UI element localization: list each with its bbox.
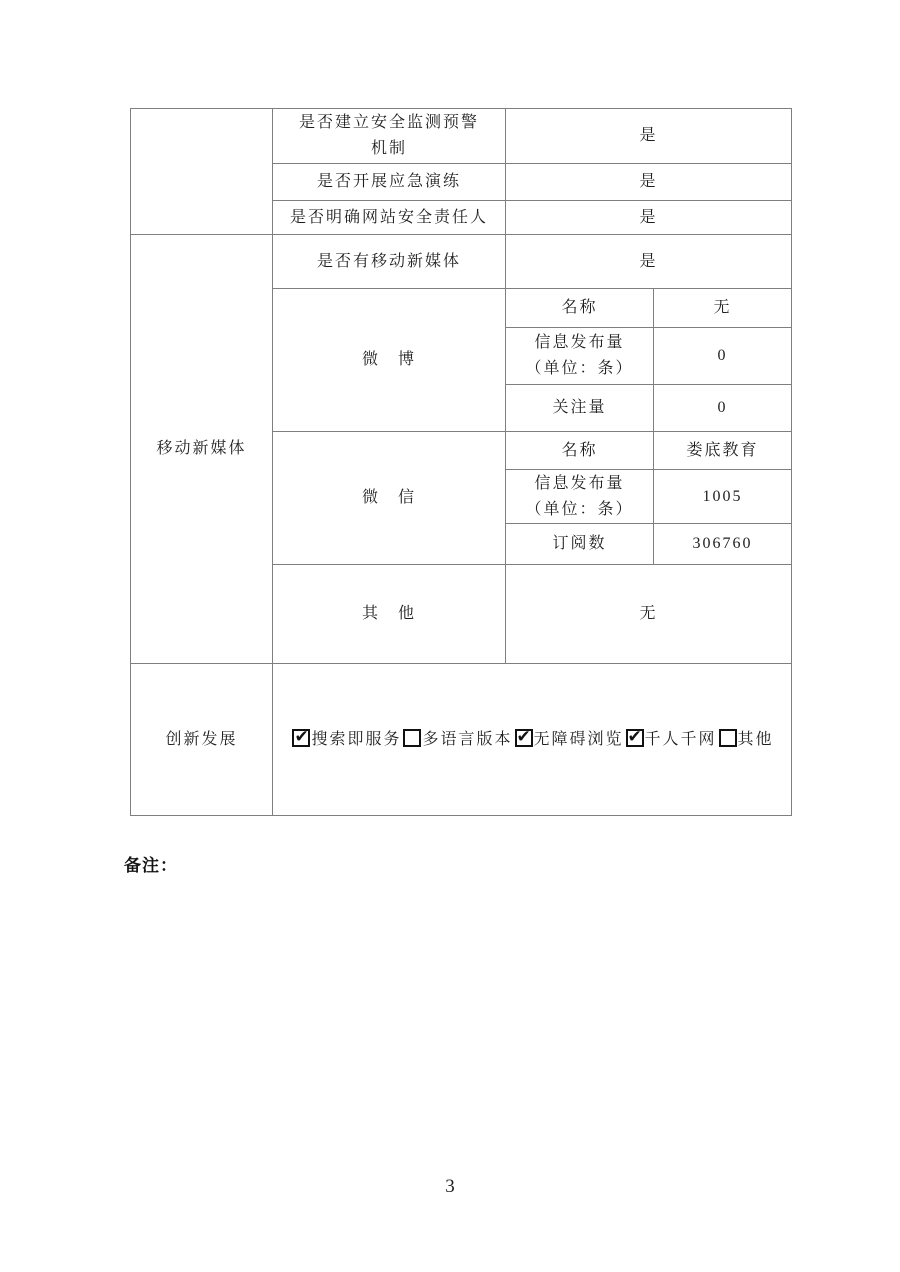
answer-cell-emergency-drill: 是 xyxy=(506,164,792,201)
label-line: （单位：条） xyxy=(525,360,634,377)
answer-cell-has-mobile-media: 是 xyxy=(506,235,792,289)
question-cell-security-monitoring xyxy=(273,109,506,164)
checkbox-label: 千人千网 xyxy=(644,730,717,748)
checkbox-unchecked-icon[interactable] xyxy=(403,729,421,747)
label-cell-weibo-followers: 关注量 xyxy=(506,385,654,432)
section-label-innovation: 创新发展 xyxy=(131,664,273,816)
question-cell-security-responsible-person: 是否明确网站安全责任人 xyxy=(273,201,506,235)
platform-cell-weibo: 微 博 xyxy=(273,289,506,432)
section-label-mobile-media: 移动新媒体 xyxy=(131,235,273,664)
innovation-options xyxy=(273,664,792,816)
answer-cell-security-responsible-person: 是 xyxy=(506,201,792,235)
question-line: 机制 xyxy=(370,140,407,157)
page-number: 3 xyxy=(445,1176,455,1197)
value-cell-weibo-followers: 0 xyxy=(654,385,792,432)
answer-cell-security-monitoring: 是 xyxy=(506,109,792,164)
section-label-cell-empty xyxy=(131,109,273,235)
label-line: 信息发布量 xyxy=(534,334,625,351)
annual-report-table xyxy=(130,108,792,816)
value-cell-weibo-name: 无 xyxy=(654,289,792,328)
checkbox-unchecked-icon[interactable] xyxy=(719,729,737,747)
checkbox-label: 搜索即服务 xyxy=(311,730,402,748)
value-cell-other: 无 xyxy=(506,565,792,664)
checkbox-checked-icon[interactable] xyxy=(626,729,644,747)
checkbox-label: 其他 xyxy=(737,730,774,748)
question-line: 是否建立安全监测预警 xyxy=(298,114,479,131)
checkbox-label: 无障碍浏览 xyxy=(533,730,624,748)
question-cell-has-mobile-media: 是否有移动新媒体 xyxy=(273,235,506,289)
value-cell-weibo-posts: 0 xyxy=(654,328,792,385)
value-cell-wechat-subscribers: 306760 xyxy=(654,524,792,565)
label-cell-wechat-name: 名称 xyxy=(506,432,654,470)
platform-cell-wechat: 微 信 xyxy=(273,432,506,565)
label-cell-wechat-posts xyxy=(506,470,654,524)
checkbox-checked-icon[interactable] xyxy=(515,729,533,747)
question-cell-emergency-drill: 是否开展应急演练 xyxy=(273,164,506,201)
value-cell-wechat-name: 娄底教育 xyxy=(654,432,792,470)
remarks-label: 备注： xyxy=(124,856,178,875)
label-cell-weibo-name: 名称 xyxy=(506,289,654,328)
checkbox-checked-icon[interactable] xyxy=(292,729,310,747)
value-cell-wechat-posts: 1005 xyxy=(654,470,792,524)
checkbox-label: 多语言版本 xyxy=(422,730,513,748)
label-cell-weibo-posts xyxy=(506,328,654,385)
platform-cell-other: 其 他 xyxy=(273,565,506,664)
label-cell-wechat-subscribers: 订阅数 xyxy=(506,524,654,565)
label-line: （单位：条） xyxy=(525,500,634,518)
label-line: 信息发布量 xyxy=(534,474,625,492)
